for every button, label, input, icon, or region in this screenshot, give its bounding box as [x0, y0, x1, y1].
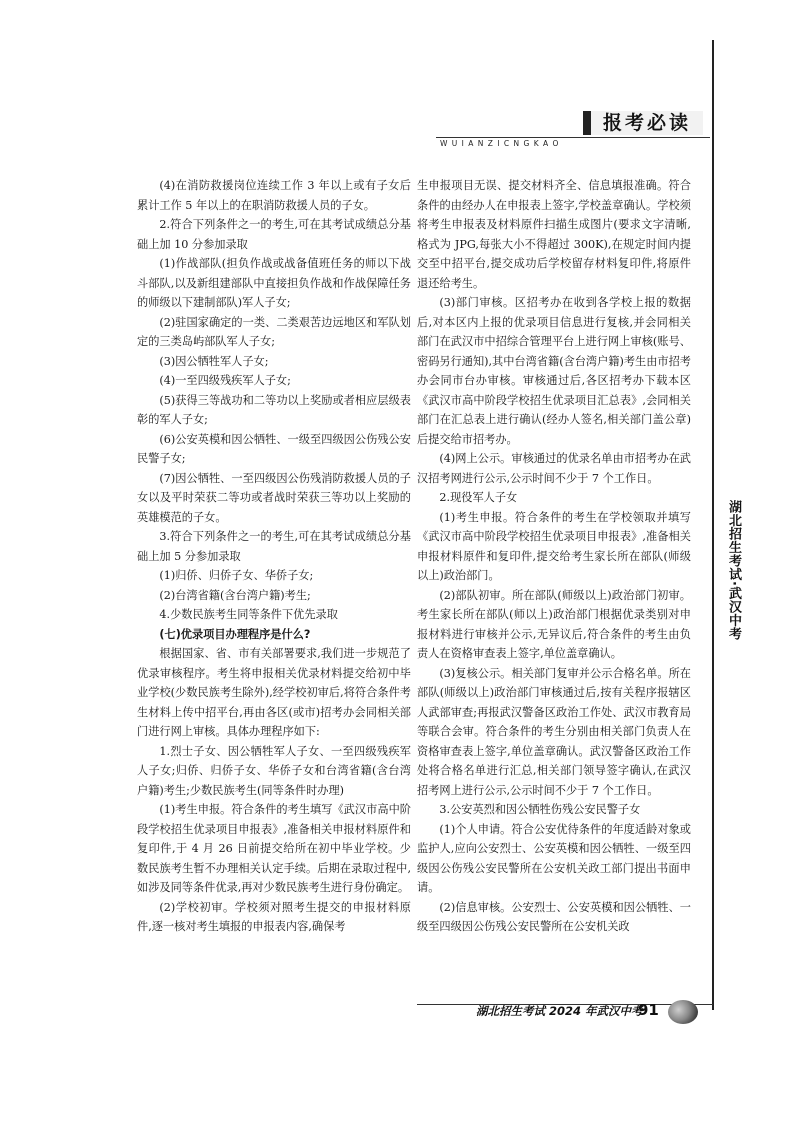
- paragraph: (7)因公牺牲、一至四级因公伤残消防救援人员的子女以及平时荣获二等功或者战时荣获三等功以上奖励的英雄模范的子女。: [137, 471, 411, 524]
- header-divider: [436, 137, 710, 138]
- paragraph: (1)个人申请。符合公安优待条件的年度适龄对象或监护人,应向公安烈士、公安英模和因公牺牲、一级至四级因公伤残公安民警所在公安机关政工部门提出书面申请。: [417, 822, 691, 894]
- paragraph: (4)在消防救援岗位连续工作 3 年以上或有子女后累计工作 5 年以上的在职消防救援人员的子女。: [137, 179, 411, 212]
- section-header-title: 报考必读: [583, 111, 703, 135]
- paragraph: (2)部队初审。所在部队(师级以上)政治部门初审。考生家长所在部队(师以上)政治部门根据优录类别对申报材料进行审核并公示,无异议后,符合条件的考生由负责人在资格审查表上签字,单位盖章确认。: [417, 588, 691, 660]
- paragraph: (1)考生申报。符合条件的考生在学校领取并填写《武汉市高中阶段学校招生优录项目申报表》,准备相关申报材料原件和复印件,提交给考生家长所在部队(师级以上)政治部门。: [417, 510, 691, 582]
- footer-publication-title: 湖北招生考试 2024 年武汉中考: [476, 1004, 643, 1018]
- side-vertical-rule: [712, 40, 714, 1010]
- paragraph: (3)复核公示。相关部门复审并公示合格名单。所在部队(师级以上)政治部门审核通过后,按有关程序报辖区人武部审查;再报武汉警备区政治工作处、武汉市教育局等联合会审。符合条件的考生分别由相关部门负责人在资格审查表上签字,单位盖章确认。武汉警备区政治工作处将合格名单进行汇总,相关部门领导签字确认,在武汉招考网上进行公示,公示时间不少于 7 个工作日。: [417, 666, 691, 797]
- right-column: [417, 176, 691, 937]
- paragraph: 3.符合下列条件之一的考生,可在其考试成绩总分基础上加 5 分参加录取: [137, 530, 411, 563]
- paragraph: (6)公安英模和因公牺牲、一级至四级因公伤残公安民警子女;: [137, 432, 411, 465]
- left-column: [137, 176, 411, 937]
- paragraph: (1)作战部队(担负作战或战备值班任务的师以下战斗部队,以及新组建部队中直接担负作战和作战保障任务的师级以下建制部队)军人子女;: [137, 257, 411, 309]
- paragraph: 2.现役军人子女: [439, 491, 518, 504]
- paragraph: (4)网上公示。审核通过的优录名单由市招考办在武汉招考网进行公示,公示时间不少于 7 个工作日。: [417, 452, 691, 485]
- paragraph: 生申报项目无误、提交材料齐全、信息填报准确。符合条件的由经办人在申报表上签字,学校盖章确认。学校须将考生申报表及材料原件扫描生成图片(要求文字清晰,格式为 JPG,每张大小不得超过 300K),在规定时间内提交至中招平台,提交成功后学校留存材料复印件,将原件退还给考生。: [417, 179, 691, 290]
- section-heading: (七)优录项目办理程序是什么?: [159, 627, 311, 641]
- paragraph: 3.公安英烈和因公牺牲伤残公安民警子女: [439, 803, 641, 816]
- paragraph: 根据国家、省、市有关部署要求,我们进一步规范了优录审核程序。考生将申报相关优录材料提交给初中毕业学校(少数民族考生除外),经学校初审后,将符合条件考生材料上传中招平台,再由各区(或市)招考办会同相关部门进行网上审核。具体办理程序如下:: [137, 647, 411, 738]
- paragraph: (2)驻国家确定的一类、二类艰苦边远地区和军队划定的三类岛屿部队军人子女;: [137, 315, 411, 348]
- paragraph: (2)信息审核。公安烈士、公安英模和因公牺牲、一级至四级因公伤残公安民警所在公安机关政: [417, 900, 691, 933]
- paragraph: (1)归侨、归侨子女、华侨子女;: [159, 569, 314, 582]
- paragraph: 4.少数民族考生同等条件下优先录取: [159, 608, 338, 621]
- section-header-subtitle: W U I A N Z I C N G K A O: [440, 139, 560, 148]
- paragraph: (5)获得三等战功和二等功以上奖励或者相应层级表彰的军人子女;: [137, 393, 411, 426]
- paragraph: (3)因公牺牲军人子女;: [159, 354, 269, 368]
- paragraph: (2)学校初审。学校须对照考生提交的申报材料原件,逐一核对考生填报的申报表内容,确保考: [137, 900, 411, 933]
- paragraph: (2)台湾省籍(含台湾户籍)考生;: [159, 588, 311, 602]
- paragraph: (3)部门审核。区招考办在收到各学校上报的数据后,对本区内上报的优录项目信息进行复核,并会同相关部门在武汉市中招综合管理平台上进行网上审核(账号、密码另行通知),其中台湾省籍(含台湾户籍)考生由市招考办会同市台办审核。审核通过后,各区招考办下载本区《武汉市高中阶段学校招生优录项目汇总表》,会同相关部门在汇总表上进行确认(经办人签名,相关部门盖公章)后提交给市招考办。: [417, 296, 691, 446]
- page-number: 91: [638, 1001, 659, 1019]
- page-decoration-icon: [668, 1000, 698, 1024]
- paragraph: 2.符合下列条件之一的考生,可在其考试成绩总分基础上加 10 分参加录取: [137, 218, 411, 251]
- side-tab-label: 湖北招生考试·武汉中考: [726, 500, 741, 641]
- paragraph: 1.烈士子女、因公牺牲军人子女、一至四级残疾军人子女;归侨、归侨子女、华侨子女和台湾省籍(含台湾户籍)考生;少数民族考生(同等条件时办理): [137, 744, 411, 797]
- paragraph: (4)一至四级残疾军人子女;: [159, 374, 291, 387]
- paragraph: (1)考生申报。符合条件的考生填写《武汉市高中阶段学校招生优录项目申报表》,准备相关申报材料原件和复印件,于 4 月 26 日前提交给所在初中毕业学校。少数民族考生暂不办理相关认定手续。后期在录取过程中,如涉及同等条件优录,再对少数民族考生进行身份确定。: [137, 803, 411, 894]
